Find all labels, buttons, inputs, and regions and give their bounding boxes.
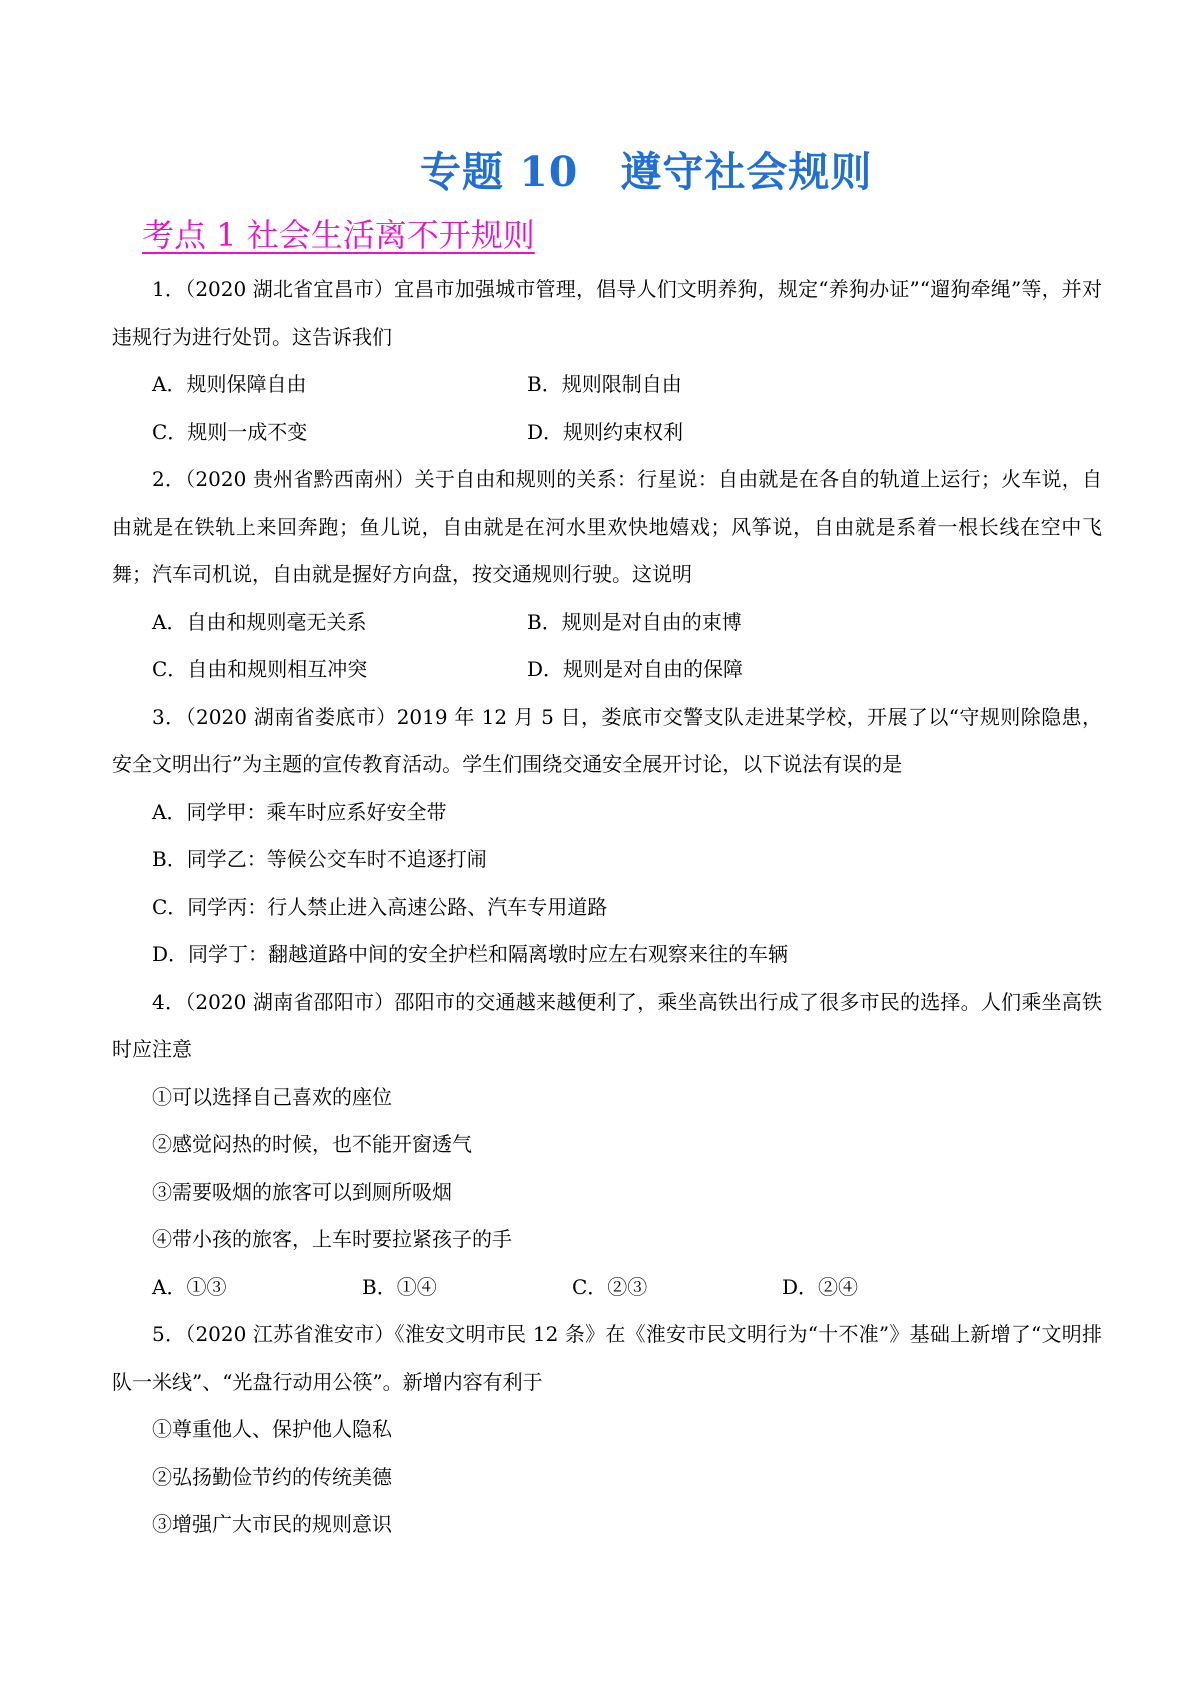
question-4-option-a: A．①③ [152,1274,227,1299]
question-1-options-row-1 [112,361,1102,409]
question-3-option-c: C．同学丙：行人禁止进入高速公路、汽车专用道路 [152,894,608,919]
question-2-options-row-1 [112,599,1102,647]
question-4-item-4: ④带小孩的旅客，上车时要拉紧孩子的手 [152,1227,512,1251]
question-2-option-d: D．规则是对自由的保障 [527,657,744,681]
question-4-item-1: ①可以选择自己喜欢的座位 [152,1084,392,1109]
question-4-options-row [112,1264,1102,1312]
question-1-options-row-2 [112,409,1102,457]
question-2-option-a: A．自由和规则毫无关系 [152,609,367,634]
question-4-option-d: D．②④ [782,1274,859,1299]
question-5-stem: 5．（2020 江苏省淮安市）《淮安文明市民 12 条》在《淮安市民文明行为“十不准”》基础上新增了“文明排队一米线”、“光盘行动用公筷”。新增内容有利于 [112,1322,1102,1394]
page-title: 专题 10 遵守社会规则 [420,148,873,196]
question-3-stem: 3．（2020 湖南省娄底市）2019 年 12 月 5 日，娄底市交警支队走进某学校，开展了以“守规则除隐患，安全文明出行”为主题的宣传教育活动。学生们围绕交通安全展开讨论，以下说法有误的是 [112,704,1102,776]
question-4-item-3: ③需要吸烟的旅客可以到厕所吸烟 [152,1179,452,1204]
question-2-option-c: C．自由和规则相互冲突 [152,657,368,681]
question-5-item-1: ①尊重他人、保护他人隐私 [152,1417,392,1441]
question-list [112,266,1102,1549]
question-1-option-b: B．规则限制自由 [527,372,682,396]
question-5-item-3: ③增强广大市民的规则意识 [152,1512,392,1536]
question-1-option-c: C．规则一成不变 [152,419,308,444]
question-3-option-d: D．同学丁：翻越道路中间的安全护栏和隔离墩时应左右观察来往的车辆 [152,942,789,966]
question-1-option-d: D．规则约束权利 [527,419,684,444]
question-4-option-c: C．②③ [572,1274,648,1299]
question-4-option-b: B．①④ [362,1274,437,1299]
question-5-item-2: ②弘扬勤俭节约的传统美德 [152,1464,392,1489]
question-3-option-a: A．同学甲：乘车时应系好安全带 [152,799,447,824]
question-1-option-a: A．规则保障自由 [152,372,307,396]
question-2-option-b: B．规则是对自由的束博 [527,609,742,634]
question-2-options-row-2 [112,646,1102,694]
question-1-stem: 1．（2020 湖北省宜昌市）宜昌市加强城市管理，倡导人们文明养狗，规定“养狗办证”“遛狗牵绳”等，并对违规行为进行处罚。这告诉我们 [112,277,1102,349]
question-3-option-b: B．同学乙：等候公交车时不追逐打闹 [152,847,487,871]
question-4-stem: 4．（2020 湖南省邵阳市）邵阳市的交通越来越便利了，乘坐高铁出行成了很多市民的选择。人们乘坐高铁时应注意 [112,989,1102,1061]
question-2-stem: 2．（2020 贵州省黔西南州）关于自由和规则的关系：行星说：自由就是在各自的轨道上运行；火车说，自由就是在铁轨上来回奔跑；鱼儿说，自由就是在河水里欢快地嬉戏；风筝说，自由就是系着一根长线在空中飞舞；汽车司机说，自由就是握好方向盘，按交通规则行驶。这说明 [112,467,1102,586]
section-heading: 考点 1 社会生活离不开规则 [142,216,535,254]
question-4-item-2: ②感觉闷热的时候，也不能开窗透气 [152,1132,472,1156]
